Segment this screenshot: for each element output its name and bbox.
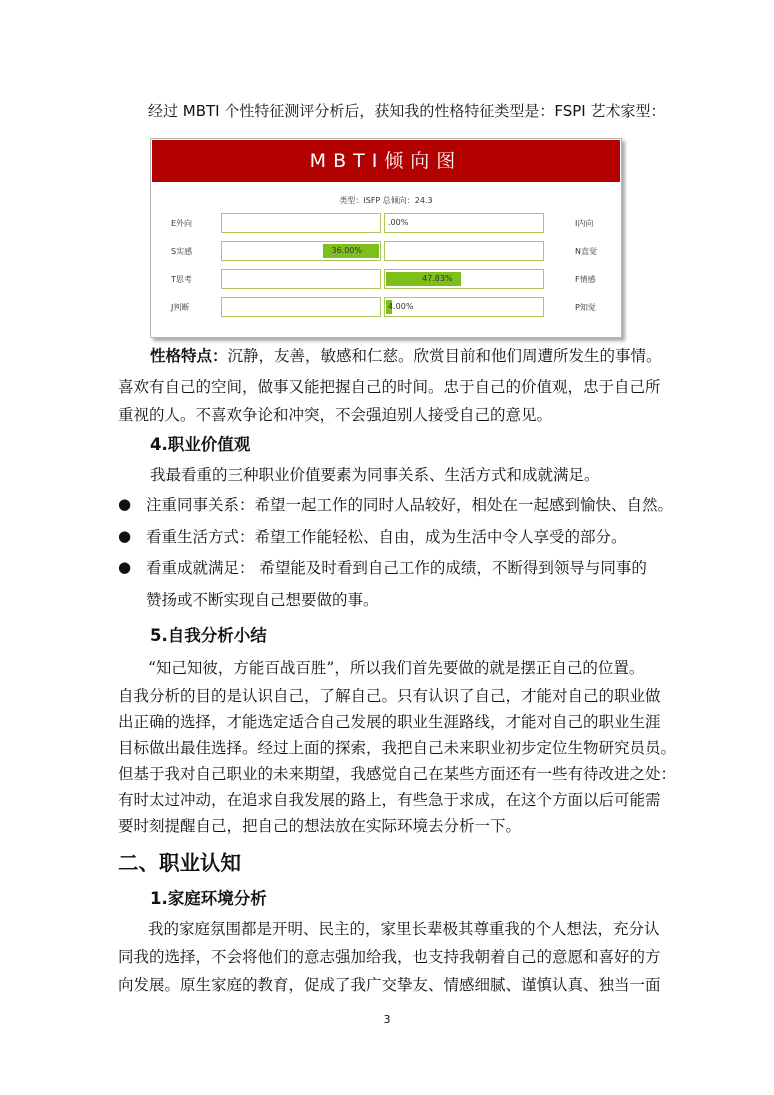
mbti-left-bar (221, 269, 381, 289)
mbti-left-bar (221, 213, 381, 233)
section-5-line-2: 自我分析的目的是认识自己，了解自己。只有认识了自己，才能对自己的职业做 (118, 687, 661, 705)
mbti-right-bar (384, 269, 544, 289)
mbti-percent-label: 4.00% (388, 302, 414, 311)
mbti-right-label: F情感 (575, 275, 596, 284)
section-5-line-6: 有时太过冲动，在追求自我发展的路上，有些急于求成，在这个方面以后可能需 (118, 791, 661, 809)
mbti-percent-label: 36.00% (331, 246, 362, 255)
mbti-right-bar (384, 213, 544, 233)
mbti-left-bar (221, 241, 381, 261)
bullet-dot: ● (118, 558, 132, 576)
section-5-line-4: 目标做出最佳选择。经过上面的探索，我把自己未来职业初步定位生物研究员员。 (118, 739, 677, 757)
mbti-left-label: T思考 (171, 275, 192, 284)
traits-label: 性格特点： (150, 346, 228, 365)
section-5-line-3: 出正确的选择，才能选定适合自己发展的职业生涯路线，才能对自己的职业生涯 (118, 713, 661, 731)
mbti-chart-title: MBTI倾向图 (152, 140, 620, 182)
mbti-row (151, 213, 621, 233)
mbti-chart-subtitle: 类型：ISFP 总倾向：24.3 (339, 196, 433, 205)
bullet-item-2: 看重生活方式：希望工作能轻松、自由，成为生活中令人享受的部分。 (146, 528, 627, 546)
bullet-dot: ● (118, 495, 132, 513)
intro-text: 经过 MBTI 个性特征测评分析后，获知我的性格特征类型是：FSPI 艺术家型： (148, 102, 666, 120)
mbti-right-label: P知觉 (575, 303, 596, 312)
chapter-2-line-1: 我的家庭氛围都是开明、民主的，家里长辈极其尊重我的个人想法，充分认 (148, 920, 660, 938)
section-5-line-1: “知己知彼，方能百战百胜”，所以我们首先要做的就是摆正自己的位置。 (148, 659, 645, 677)
bullet-item-3: 看重成就满足： 希望能及时看到自己工作的成绩，不断得到领导与同事的 (146, 559, 647, 577)
chapter-2-sub-heading: 1.家庭环境分析 (150, 889, 267, 908)
mbti-row (151, 241, 621, 261)
page-number: 3 (383, 1013, 391, 1026)
section-4-heading: 4.职业价值观 (150, 435, 251, 454)
mbti-percent-label: 47.83% (422, 274, 453, 283)
mbti-right-bar (384, 241, 544, 261)
section-5-line-7: 要时刻提醒自己，把自己的想法放在实际环境去分析一下。 (118, 817, 522, 835)
mbti-right-label: N直觉 (575, 247, 597, 256)
section-5-line-5: 但基于我对自己职业的未来期望，我感觉自己在某些方面还有一些有待改进之处： (118, 765, 677, 783)
traits-text-1: 沉静，友善，敏感和仁慈。欣赏目前和他们周遭所发生的事情。 (227, 347, 662, 365)
traits-line-2: 喜欢有自己的空间，做事又能把握自己的时间。忠于自己的价值观，忠于自己所 (118, 378, 661, 396)
mbti-left-label: S实感 (171, 247, 193, 256)
mbti-right-bar (384, 297, 544, 317)
section-4-intro: 我最看重的三种职业价值要素为同事关系、生活方式和成就满足。 (150, 466, 600, 484)
bullet-item-3-cont: 赞扬或不断实现自己想要做的事。 (146, 591, 379, 609)
chapter-2-line-2: 同我的选择，不会将他们的意志强加给我，也支持我朝着自己的意愿和喜好的方 (118, 948, 661, 966)
mbti-left-label: E外向 (171, 219, 193, 228)
mbti-chart (150, 138, 622, 338)
mbti-row (151, 269, 621, 289)
bullet-dot: ● (118, 527, 132, 545)
bullet-item-1: 注重同事关系：希望一起工作的同时人品较好，相处在一起感到愉快、自然。 (146, 496, 674, 514)
mbti-right-label: I内向 (575, 219, 594, 228)
mbti-percent-label: .00% (388, 218, 409, 227)
mbti-row (151, 297, 621, 317)
traits-line-1 (150, 341, 662, 371)
chapter-2-heading: 二、职业认知 (118, 851, 241, 875)
mbti-left-label: J判断 (171, 303, 190, 312)
chapter-2-line-3: 向发展。原生家庭的教育，促成了我广交挚友、情感细腻、谨慎认真、独当一面 (118, 976, 661, 994)
mbti-left-bar (221, 297, 381, 317)
traits-line-3: 重视的人。不喜欢争论和冲突，不会强迫别人接受自己的意见。 (118, 406, 553, 424)
section-5-heading: 5.自我分析小结 (150, 626, 267, 645)
